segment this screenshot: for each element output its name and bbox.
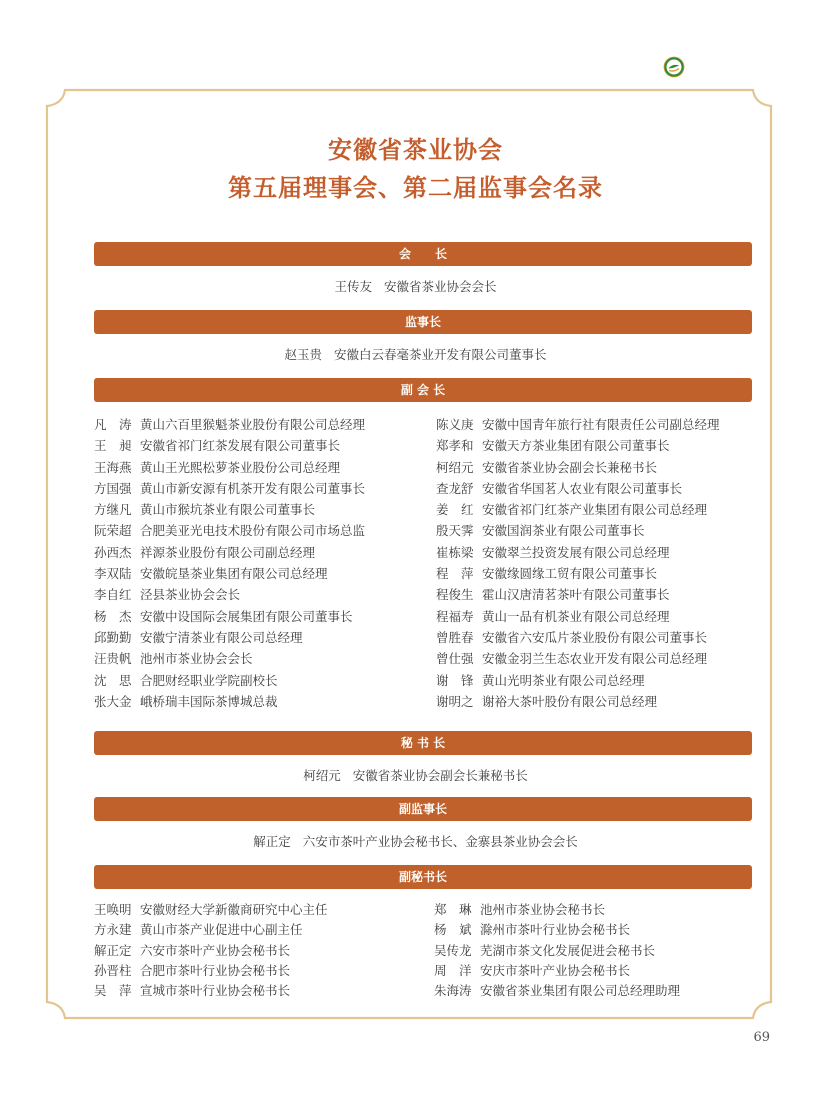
list-item (436, 435, 720, 456)
person-name: 方国强 (94, 480, 132, 496)
list-item (94, 920, 328, 940)
person-title: 安徽皖垦茶业集团有限公司总经理 (140, 566, 328, 582)
list-item (94, 606, 365, 627)
person-name: 柯绍元 (303, 768, 341, 783)
person-name: 李自红 (94, 587, 132, 603)
person-name: 谢 锋 (436, 672, 474, 688)
person-title: 六安市茶叶产业协会秘书长、金寨县茶业协会会长 (302, 834, 578, 849)
list-item (436, 670, 720, 691)
person-title: 安徽天方茶业集团有限公司董事长 (482, 438, 670, 454)
section-header-deputy-secretaries: 副秘书长 (94, 865, 752, 889)
person-title: 合肥市茶叶行业协会秘书长 (140, 962, 291, 978)
person-title: 安徽中设国际会展集团有限公司董事长 (140, 608, 353, 624)
person-title: 安徽省茶业集团有限公司总经理助理 (480, 983, 681, 999)
person-name: 王传友 (334, 279, 372, 294)
vice-supervisor-entry (0, 833, 831, 851)
page-title-line2: 第五届理事会、第二届监事会名录 (228, 174, 603, 202)
person-title: 安徽宁清茶业有限公司总经理 (140, 629, 303, 645)
list-item (436, 457, 720, 478)
list-item (94, 563, 365, 584)
person-title: 安徽翠兰投资发展有限公司总经理 (482, 544, 670, 560)
person-title: 安徽省祁门红茶发展有限公司董事长 (140, 438, 341, 454)
secretary-general-entry (0, 767, 831, 785)
person-title: 黄山市猴坑茶业有限公司董事长 (140, 502, 316, 518)
list-item (434, 981, 680, 1001)
list-item (434, 941, 680, 961)
person-name: 姜 红 (436, 502, 474, 518)
person-title: 黄山王光熙松萝茶业股份公司总经理 (140, 459, 341, 475)
section-header-supervisor-chief: 监事长 (94, 310, 752, 334)
person-name: 程俊生 (436, 587, 474, 603)
section-header-vice-supervisor: 副监事长 (94, 797, 752, 821)
person-title: 合肥财经职业学院副校长 (140, 672, 278, 688)
list-item (434, 900, 680, 920)
list-item (94, 520, 365, 541)
person-title: 峨桥瑞丰国际茶博城总裁 (140, 693, 278, 709)
list-item (94, 981, 328, 1001)
list-item (436, 542, 720, 563)
person-name: 王 昶 (94, 438, 132, 454)
person-name: 程福寿 (436, 608, 474, 624)
person-title: 黄山市新安源有机茶开发有限公司董事长 (140, 480, 366, 496)
list-item (94, 542, 365, 563)
person-name: 王唤明 (94, 902, 132, 917)
list-item (94, 457, 365, 478)
list-item (94, 414, 365, 435)
list-item (94, 435, 365, 456)
person-title: 安徽中国青年旅行社有限责任公司副总经理 (482, 417, 720, 432)
list-item (436, 648, 720, 669)
person-title: 祥源茶业股份有限公司副总经理 (140, 544, 316, 560)
person-name: 杨 杰 (94, 608, 132, 624)
person-name: 杨 斌 (434, 922, 472, 938)
person-name: 郑孝和 (436, 438, 474, 454)
person-name: 阮荣超 (94, 523, 132, 539)
list-item (94, 941, 328, 961)
person-name: 查龙舒 (436, 480, 474, 496)
person-name: 孙晋柱 (94, 962, 132, 978)
person-title: 池州市茶业协会秘书长 (480, 902, 606, 917)
list-item (436, 414, 720, 435)
person-name: 方永建 (94, 922, 132, 938)
section-header-secretary-general: 秘 书 长 (94, 731, 752, 755)
list-item (436, 478, 720, 499)
person-name: 沈 思 (94, 672, 132, 688)
person-title: 安徽省茶业协会会长 (384, 279, 497, 294)
list-item (436, 584, 720, 605)
list-item (94, 691, 365, 712)
person-title: 黄山一品有机茶业有限公司总经理 (482, 608, 670, 624)
list-item (94, 670, 365, 691)
person-title: 芜湖市茶文化发展促进会秘书长 (480, 942, 656, 958)
person-title: 谢裕大茶叶股份有限公司总经理 (482, 693, 658, 709)
person-title: 泾县茶业协会会长 (140, 587, 241, 603)
person-title: 安庆市茶叶产业协会秘书长 (480, 962, 631, 978)
person-title: 安徽财经大学新徽商研究中心主任 (140, 902, 328, 917)
person-title: 安徽国润茶业有限公司董事长 (482, 523, 645, 539)
person-name: 王海燕 (94, 459, 132, 475)
person-title: 滁州市茶叶行业协会秘书长 (480, 922, 631, 938)
list-item (436, 563, 720, 584)
person-name: 赵玉贵 (284, 347, 322, 362)
person-title: 合肥美亚光电技术股份有限公司市场总监 (140, 523, 366, 539)
person-title: 安徽白云春毫茶业开发有限公司董事长 (334, 347, 547, 362)
person-name: 汪贵帆 (94, 651, 132, 667)
list-item (436, 606, 720, 627)
list-item (94, 648, 365, 669)
person-name: 柯绍元 (436, 459, 474, 475)
list-item (436, 499, 720, 520)
person-name: 方继凡 (94, 502, 132, 518)
person-name: 吴传龙 (434, 942, 472, 958)
person-name: 殷天霁 (436, 523, 474, 539)
page-title-line1: 安徽省茶业协会 (328, 136, 503, 164)
person-name: 郑 琳 (434, 902, 472, 917)
section-header-vice-presidents: 副 会 长 (94, 378, 752, 402)
person-name: 解正定 (94, 942, 132, 958)
supervisor-chief-entry (0, 346, 831, 364)
person-name: 程 萍 (436, 566, 474, 582)
president-entry (0, 278, 831, 296)
person-name: 吴 萍 (94, 983, 132, 999)
person-title: 安徽省六安瓜片茶业股份有限公司董事长 (482, 629, 708, 645)
list-item (94, 627, 365, 648)
person-name: 解正定 (253, 834, 291, 849)
person-title: 安徽省华国茗人农业有限公司董事长 (482, 480, 683, 496)
person-name: 孙西杰 (94, 544, 132, 560)
list-item (94, 478, 365, 499)
person-name: 张大金 (94, 693, 132, 709)
list-item (436, 520, 720, 541)
person-name: 周 洋 (434, 962, 472, 978)
person-title: 安徽省祁门红茶产业集团有限公司总经理 (482, 502, 708, 518)
list-item (436, 627, 720, 648)
person-name: 崔栋梁 (436, 544, 474, 560)
person-title: 六安市茶叶产业协会秘书长 (140, 942, 291, 958)
person-name: 曾仕强 (436, 651, 474, 667)
list-item (436, 691, 720, 712)
person-title: 安徽金羽兰生态农业开发有限公司总经理 (482, 651, 708, 667)
person-title: 安徽省茶业协会副会长兼秘书长 (482, 459, 658, 475)
person-name: 凡 涛 (94, 417, 132, 432)
person-title: 黄山市茶产业促进中心副主任 (140, 922, 303, 938)
person-name: 邱勤勤 (94, 629, 132, 645)
person-title: 池州市茶业协会会长 (140, 651, 253, 667)
deputy-secretaries-left-column (94, 900, 328, 1001)
tea-association-logo-icon (663, 56, 685, 78)
section-header-president: 会 长 (94, 242, 752, 266)
list-item (94, 499, 365, 520)
deputy-secretaries-right-column (434, 900, 680, 1001)
list-item (94, 961, 328, 981)
person-title: 霍山汉唐清茗茶叶有限公司董事长 (482, 587, 670, 603)
list-item (434, 920, 680, 940)
page-number: 69 (753, 1030, 770, 1045)
person-name: 曾胜春 (436, 629, 474, 645)
person-title: 宣城市茶叶行业协会秘书长 (140, 983, 291, 999)
person-name: 陈义庚 (436, 417, 474, 432)
vice-presidents-right-column (436, 414, 720, 712)
list-item (434, 961, 680, 981)
list-item (94, 584, 365, 605)
vice-presidents-left-column (94, 414, 365, 712)
person-name: 谢明之 (436, 693, 474, 709)
person-title: 黄山光明茶业有限公司总经理 (482, 672, 645, 688)
person-title: 安徽缘圆缘工贸有限公司董事长 (482, 566, 658, 582)
person-name: 朱海涛 (434, 983, 472, 999)
person-title: 黄山六百里猴魁茶业股份有限公司总经理 (140, 417, 366, 432)
list-item (94, 900, 328, 920)
person-name: 李双陆 (94, 566, 132, 582)
person-title: 安徽省茶业协会副会长兼秘书长 (352, 768, 528, 783)
